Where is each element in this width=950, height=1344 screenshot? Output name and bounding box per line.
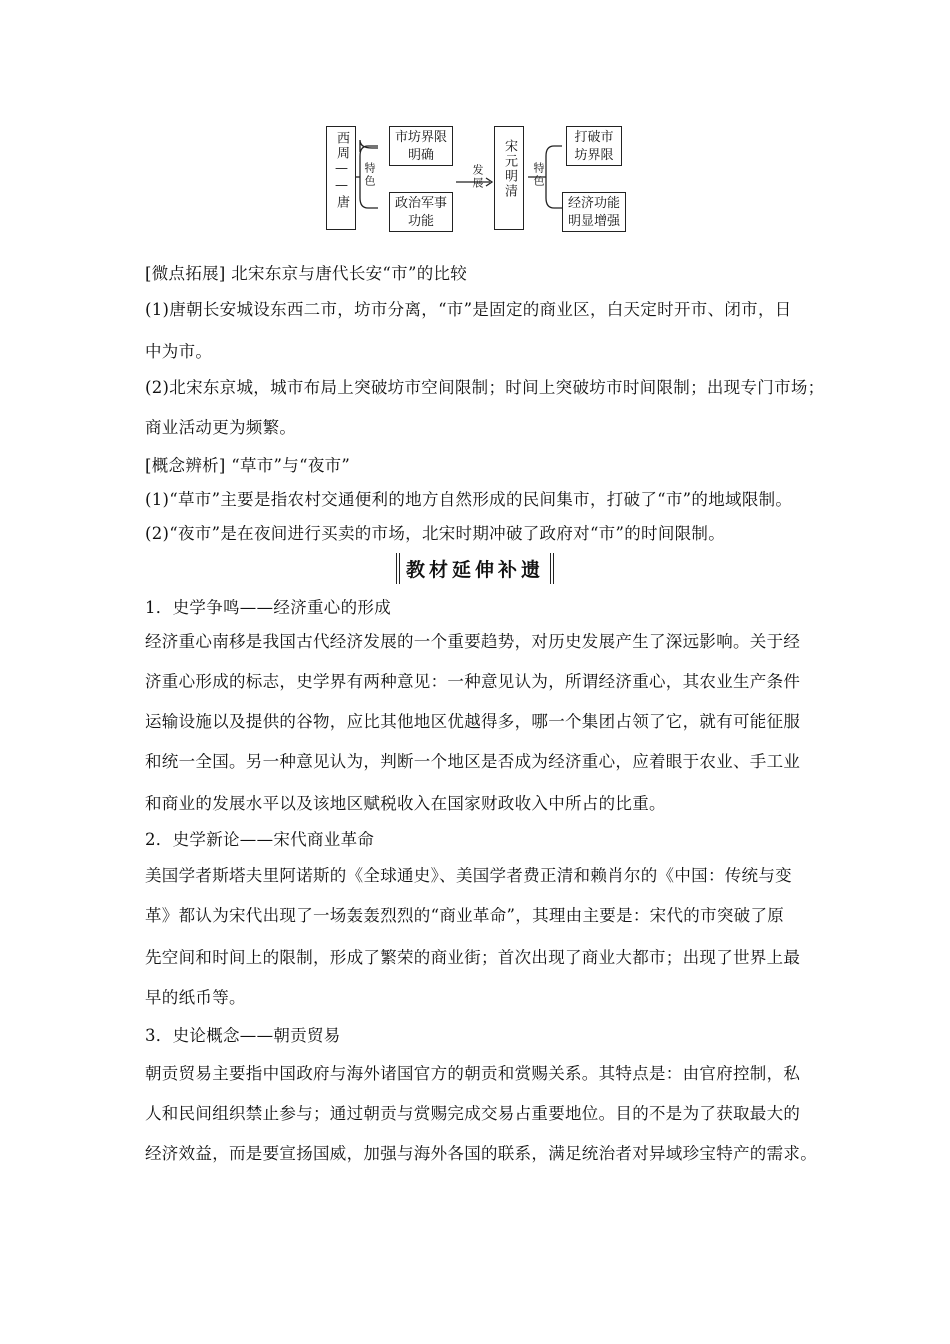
right-bracket (546, 146, 562, 208)
paragraph-line: 美国学者斯塔夫里阿诺斯的《全球通史》、美国学者费正清和赖肖尔的《中国：传统与变 (145, 866, 792, 885)
diagram-connectors (0, 0, 950, 240)
paragraph-line: 先空间和时间上的限制，形成了繁荣的商业街；首次出现了商业大都市；出现了世界上最 (145, 948, 801, 967)
left-item-2-label: 政治军事功能 (395, 196, 448, 229)
arrow-label: 发展 (471, 164, 484, 190)
paragraph-line: 商业活动更为频繁。 (145, 418, 297, 437)
paragraph-line: (1)“草市”主要是指农村交通便利的地方自然形成的民间集市，打破了“市”的地域限制。 (145, 490, 793, 509)
section-title: 教材延伸补遗 (396, 553, 554, 584)
item-heading: 1．史学争鸣——经济重心的形成 (145, 598, 391, 617)
left-item-1 (389, 126, 453, 166)
paragraph-line: (2)“夜市”是在夜间进行买卖的市场，北宋时期冲破了政府对“市”的时间限制。 (145, 524, 726, 543)
left-item-1-label: 市坊界限明确 (395, 130, 448, 163)
right-item-2-label: 经济功能明显增强 (567, 196, 620, 229)
paragraph-line: 济重心形成的标志，史学界有两种意见：一种意见认为，所谓经济重心，其农业生产条件 (145, 672, 801, 691)
tip-heading: [微点拓展] 北宋东京与唐代长安“市”的比较 (145, 264, 468, 283)
paragraph-line: 经济效益，而是要宣扬国威，加强与海外各国的联系，满足统治者对异域珍宝特产的需求。 (145, 1144, 817, 1163)
paragraph-line: 革》都认为宋代出现了一场轰轰烈烈的“商业革命”，其理由主要是：宋代的市突破了原 (145, 906, 785, 925)
paragraph-line: 中为市。 (145, 342, 213, 361)
concept-heading: [概念辨析] “草市”与“夜市” (145, 456, 351, 475)
paragraph-line: 和统一全国。另一种意见认为，判断一个地区是否成为经济重心，应着眼于农业、手工业 (145, 752, 801, 771)
paragraph-line: 和商业的发展水平以及该地区赋税收入在国家财政收入中所占的比重。 (145, 794, 666, 813)
paragraph-line: (1)唐朝长安城设东西二市，坊市分离，“市”是固定的商业区，白天定时开市、闭市，日 (145, 300, 792, 319)
start-box-label: 西周——唐 (334, 131, 349, 210)
left-feature-label: 特色 (363, 162, 376, 188)
paragraph-line: 人和民间组织禁止参与；通过朝贡与赏赐完成交易占重要地位。目的不是为了获取最大的 (145, 1104, 801, 1123)
paragraph-line: 早的纸币等。 (145, 988, 246, 1007)
right-item-1-label: 打破市坊界限 (574, 130, 614, 163)
item-heading: 2．史学新论——宋代商业革命 (145, 830, 375, 849)
start-box (326, 126, 356, 230)
right-feature-label: 特色 (532, 162, 545, 188)
paragraph-line: 朝贡贸易主要指中国政府与海外诸国官方的朝贡和赏赐关系。其特点是：由官府控制，私 (145, 1064, 801, 1083)
paragraph-line: 运输设施以及提供的谷物，应比其他地区优越得多，哪一个集团占领了它，就有可能征服 (145, 712, 801, 731)
right-item-2 (562, 192, 626, 232)
right-item-1 (566, 126, 622, 166)
paragraph-line: (2)北宋东京城，城市布局上突破坊市空间限制；时间上突破坊市时间限制；出现专门市场； (145, 378, 825, 397)
section-heading (0, 553, 950, 584)
left-item-2 (389, 192, 453, 232)
paragraph-line: 经济重心南移是我国古代经济发展的一个重要趋势，对历史发展产生了深远影响。关于经 (145, 632, 801, 651)
item-heading: 3．史论概念——朝贡贸易 (145, 1026, 341, 1045)
mid-box-label: 宋元明清 (502, 139, 517, 199)
mid-box (494, 126, 524, 230)
